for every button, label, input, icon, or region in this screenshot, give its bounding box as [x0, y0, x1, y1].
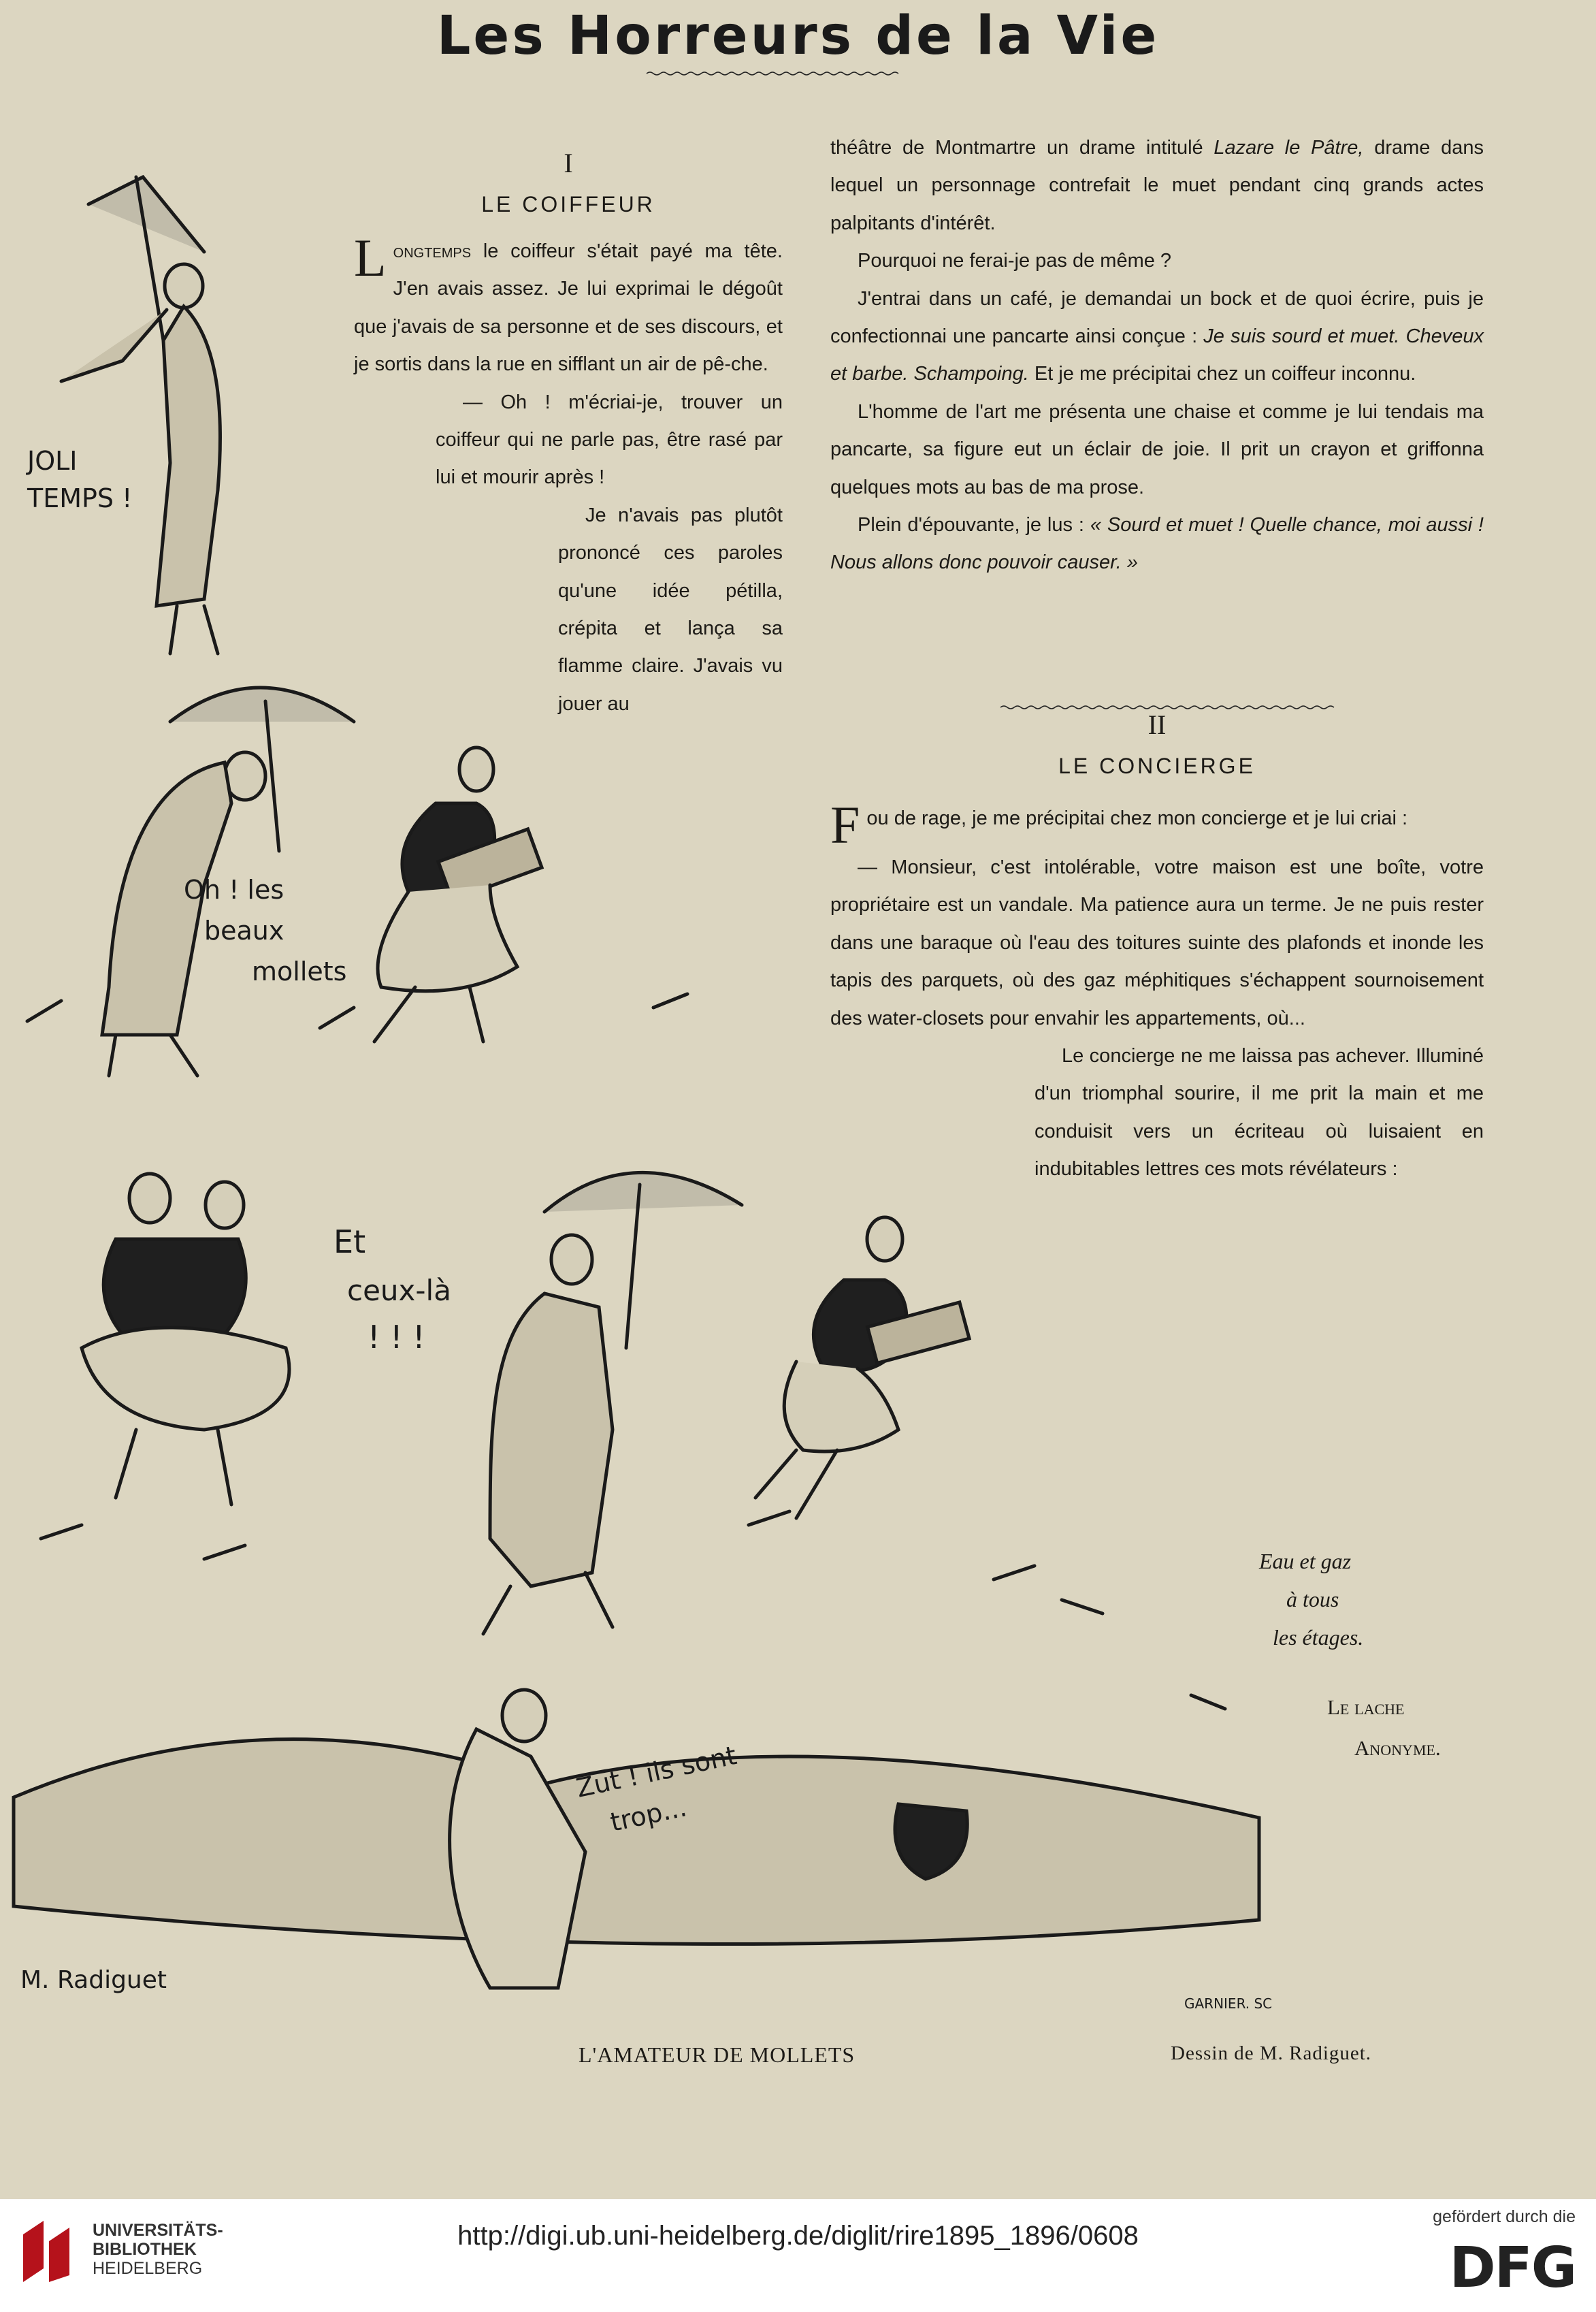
paragraph: Pourquoi ne ferai-je pas de même ?	[858, 250, 1172, 272]
paragraph: Je n'avais pas plutôt prononcé ces paroles qu'une idée pétilla, crépita et lança sa flamme claire. J'avais vu jouer au	[558, 504, 783, 715]
section-number: I	[564, 148, 573, 178]
paragraph: — Oh ! m'écriai-je, trouver un coiffeur qui ne parle pas, être rasé par lui et mourir après !	[436, 391, 783, 489]
signature-line-2: Anonyme.	[1354, 1736, 1441, 1760]
speech-text: JOLI	[27, 446, 78, 476]
dfg-logo: DFG	[1449, 2236, 1576, 2300]
illustration-credit: Dessin de M. Radiguet.	[1171, 2042, 1372, 2064]
drop-cap: L	[354, 228, 387, 287]
speech-text: ! ! !	[368, 1319, 425, 1355]
speech-text: Et	[333, 1223, 366, 1260]
paragraph: Longtemps le coiffeur s'était payé ma tête. J'en avais assez. Je lui exprimai le dégoût que j'avais de sa personne et de ses discours, et je sortis dans la rue en sifflant un air de pê-che.	[354, 228, 783, 376]
speech-text: ceux-là	[347, 1274, 451, 1307]
paragraph: — Monsieur, c'est intolérable, votre maison est une boîte, votre propriétaire est un vandale. Ma patience aura un terme. Je ne puis rester dans une baraque où l'eau des toitures suinte des plafonds et inonde les tapis des parquets, où des gaz méphitiques s'échappent sournoisement des water-closets pour envahir les appartements, où...	[830, 856, 1484, 1029]
paragraph: Le concierge ne me laissa pas achever. Illuminé d'un triomphal sourire, il me prit la main et me conduisit vers un écriteau où luisaient en indubitables lettres ces mots révélateurs :	[1035, 1044, 1484, 1181]
source-url[interactable]: http://digi.ub.uni-heidelberg.de/diglit/rire1895_1896/0608	[457, 2221, 1139, 2251]
speech-text: TEMPS !	[27, 483, 133, 513]
speech-text: trop...	[607, 1792, 689, 1837]
engraver-signature: GARNIER. SC	[1184, 1995, 1273, 2012]
speech-text: beaux	[204, 916, 284, 946]
paragraph: théâtre de Montmartre un drame intitulé Lazare le Pâtre, drame dans lequel un personnage contrefait le muet pendant cinq grands actes palpitants d'intérêt.	[830, 137, 1484, 234]
paragraph: Plein d'épouvante, je lus : « Sourd et muet ! Quelle chance, moi aussi ! Nous allons donc pouvoir causer. »	[830, 514, 1484, 574]
illustration-caption: L'AMATEUR DE MOLLETS	[579, 2042, 856, 2067]
signature-line-1: Le lache	[1327, 1695, 1405, 1719]
drop-cap: F	[830, 794, 860, 854]
paragraph: J'entrai dans un café, je demandai un bock et de quoi écrire, puis je confectionnai une pancarte ainsi conçue : Je suis sourd et muet. Cheveux et barbe. Schampoing. Et je me précipitai chez un coiffeur inconnu.	[830, 287, 1484, 385]
speech-text: mollets	[252, 957, 347, 986]
paragraph: Fou de rage, je me précipitai chez mon concierge et je lui criai :	[830, 794, 1408, 854]
speech-text: Oh ! les	[184, 875, 284, 905]
section-title: LE COIFFEUR	[481, 192, 655, 216]
speech-text: Zut ! ils sont	[573, 1739, 740, 1803]
artist-signature: M. Radiguet	[20, 1966, 167, 1994]
institution-name: UNIVERSITÄTS- BIBLIOTHEK HEIDELBERG	[93, 2221, 223, 2278]
title-wavy-rule	[647, 71, 898, 76]
section-number: II	[1147, 709, 1167, 740]
sign-text-poem: Eau et gaz à tous les étages.	[1259, 1549, 1364, 1650]
page-title: Les Horreurs de la Vie	[436, 5, 1160, 67]
section-title: LE CONCIERGE	[1058, 753, 1256, 778]
paragraph: L'homme de l'art me présenta une chaise et comme je lui tendais ma pancarte, sa figure eut un éclair de joie. Il prit un crayon et griffonna quelques mots au bas de ma prose.	[830, 400, 1484, 498]
funding-note: gefördert durch die	[1433, 2207, 1576, 2226]
footer-bar	[0, 2199, 1596, 2312]
